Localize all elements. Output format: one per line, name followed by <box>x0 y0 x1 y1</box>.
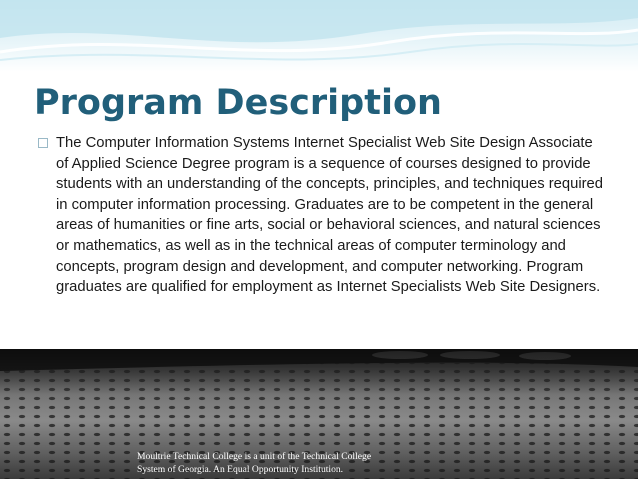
page-title: Program Description <box>34 83 442 123</box>
footer-line-1: Moultrie Technical College is a unit of the Technical College <box>137 451 372 462</box>
footer-line-2: System of Georgia. An Equal Opportunity Institution. <box>137 463 344 475</box>
header-decoration <box>0 0 638 72</box>
wave-graphic <box>0 0 638 72</box>
footer-text <box>137 451 457 476</box>
bullet-text: The Computer Information Systems Internet Specialist Web Site Design Associate of Applied Science Degree program is a sequence of courses designed to provide students with an understanding of the concepts, principles, and techniques required in computer information processing. Graduates are to be competent in the general areas of humanities or fine arts, social or behavioral sciences, and natural sciences or mathematics, as well as in the technical areas of computer terminology and concepts, program design and development, and computer networking. Program graduates are qualified for employment as Internet Specialists Web Site Designers. <box>56 135 604 296</box>
square-bullet-icon <box>38 138 48 148</box>
